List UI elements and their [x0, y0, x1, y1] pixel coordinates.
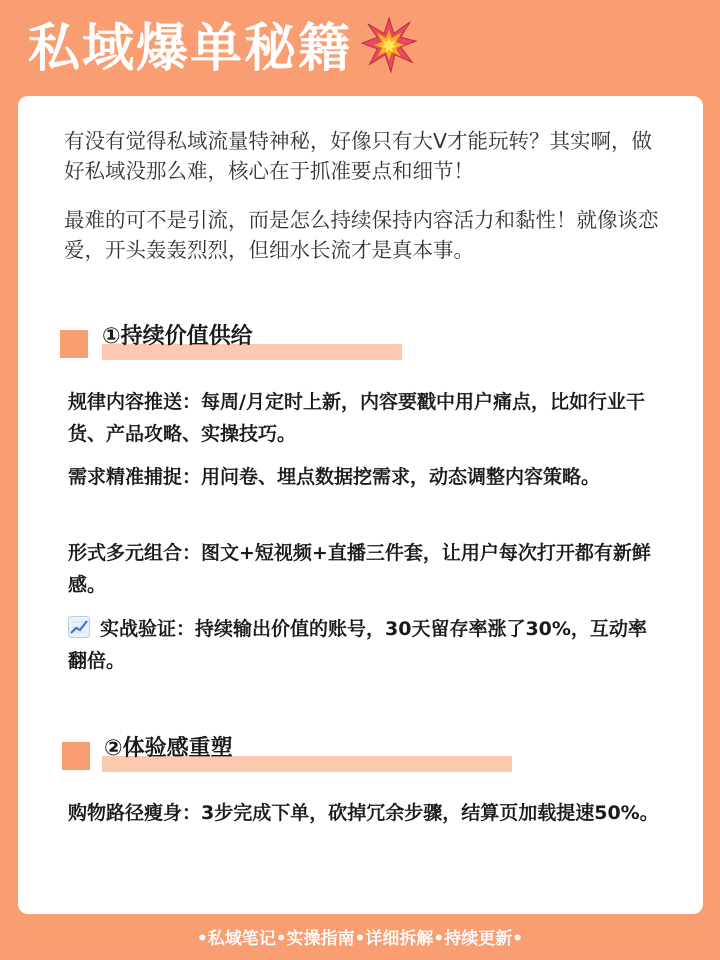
list-item-text: 实战验证：持续输出价值的账号，30天留存率涨了30%，互动率翻倍。 — [68, 618, 647, 672]
explosion-icon — [360, 16, 418, 74]
section-heading — [0, 732, 720, 782]
square-marker — [62, 742, 90, 770]
intro-paragraph: 最难的可不是引流，而是怎么持续保持内容活力和黏性！就像谈恋爱，开头轰轰烈烈，但细水长流才是真本事。 — [64, 208, 659, 262]
list-item: 形式多元组合：图文+短视频+直播三件套，让用户每次打开都有新鲜感。 — [68, 542, 651, 596]
page-title: 私域爆单秘籍 — [28, 19, 353, 79]
list-item — [68, 613, 664, 677]
list-item: 购物路径瘦身：3步完成下单，砍掉冗余步骤，结算页加载提速50%。 — [68, 802, 659, 824]
square-marker — [60, 330, 88, 358]
chart-increasing-icon — [68, 616, 90, 638]
list-item: 需求精准捕捉：用问卷、埋点数据挖需求，动态调整内容策略。 — [68, 466, 601, 488]
section-title: ①持续价值供给 — [102, 324, 253, 349]
intro-paragraph: 有没有觉得私域流量特神秘，好像只有大V才能玩转？其实啊，做好私域没那么难，核心在于抓准要点和细节！ — [64, 129, 653, 183]
footer-tagline: •私域笔记•实操指南•详细拆解•持续更新• — [196, 929, 524, 949]
list-item: 规律内容推送：每周/月定时上新，内容要戳中用户痛点，比如行业干货、产品攻略、实操技巧。 — [68, 391, 645, 445]
section-title: ②体验感重塑 — [104, 736, 233, 761]
section-heading — [0, 322, 720, 372]
